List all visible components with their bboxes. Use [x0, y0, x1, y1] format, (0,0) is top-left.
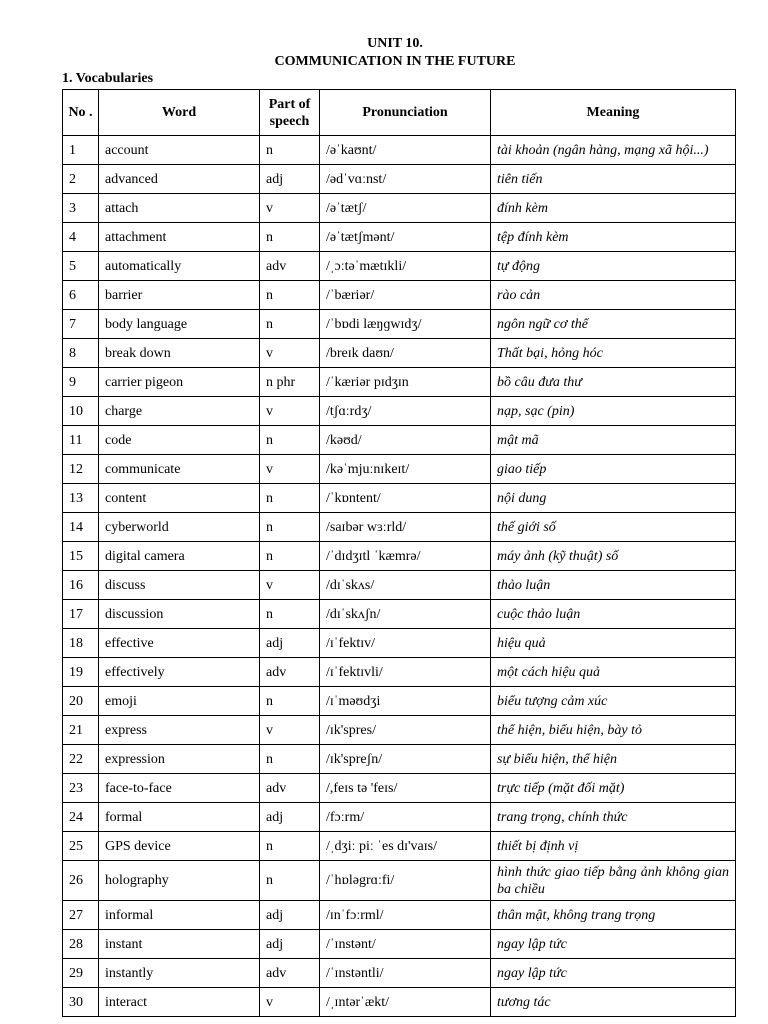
table-row: [63, 397, 736, 426]
table-row: [63, 484, 736, 513]
cell-word: digital camera: [99, 542, 260, 571]
cell-meaning: tự động: [491, 252, 736, 281]
cell-part-of-speech: n: [260, 542, 320, 571]
unit-heading: UNIT 10.: [367, 36, 423, 51]
cell-pronunciation: /,feɪs tə 'feɪs/: [320, 774, 491, 803]
cell-part-of-speech: v: [260, 397, 320, 426]
cell-meaning: tiên tiến: [491, 165, 736, 194]
cell-word: expression: [99, 745, 260, 774]
cell-meaning: đính kèm: [491, 194, 736, 223]
cell-word: informal: [99, 901, 260, 930]
cell-meaning: tệp đính kèm: [491, 223, 736, 252]
table-row: [63, 600, 736, 629]
cell-pronunciation: /ɪˈfektɪv/: [320, 629, 491, 658]
table-row: [63, 658, 736, 687]
table-row: [63, 832, 736, 861]
cell-no: 24: [63, 803, 99, 832]
cell-part-of-speech: v: [260, 194, 320, 223]
cell-part-of-speech: n: [260, 484, 320, 513]
cell-no: 2: [63, 165, 99, 194]
table-row: [63, 803, 736, 832]
cell-meaning: thiết bị định vị: [491, 832, 736, 861]
cell-meaning: nội dung: [491, 484, 736, 513]
cell-pronunciation: /ɪˈməʊdʒi: [320, 687, 491, 716]
cell-word: emoji: [99, 687, 260, 716]
cell-no: 19: [63, 658, 99, 687]
cell-meaning: tương tác: [491, 988, 736, 1017]
cell-meaning: thảo luận: [491, 571, 736, 600]
cell-pronunciation: /ɪnˈfɔːrml/: [320, 901, 491, 930]
cell-word: communicate: [99, 455, 260, 484]
cell-part-of-speech: v: [260, 455, 320, 484]
vocabulary-table-body: [63, 136, 736, 1017]
cell-pronunciation: /ˈkæriər pɪdʒɪn: [320, 368, 491, 397]
cell-word: cyberworld: [99, 513, 260, 542]
cell-no: 17: [63, 600, 99, 629]
table-row: [63, 774, 736, 803]
cell-no: 18: [63, 629, 99, 658]
header-meaning: Meaning: [491, 90, 736, 136]
cell-word: attach: [99, 194, 260, 223]
table-row: [63, 716, 736, 745]
cell-meaning: nạp, sạc (pin): [491, 397, 736, 426]
table-row: [63, 861, 736, 901]
cell-no: 7: [63, 310, 99, 339]
cell-part-of-speech: adj: [260, 803, 320, 832]
cell-meaning: ngay lập tức: [491, 959, 736, 988]
cell-word: body language: [99, 310, 260, 339]
cell-part-of-speech: adj: [260, 930, 320, 959]
cell-pronunciation: /əˈtætʃ/: [320, 194, 491, 223]
cell-meaning: ngôn ngữ cơ thể: [491, 310, 736, 339]
cell-no: 8: [63, 339, 99, 368]
cell-pronunciation: /kəˈmjuːnɪkeɪt/: [320, 455, 491, 484]
cell-pronunciation: /tʃɑːrdʒ/: [320, 397, 491, 426]
cell-pronunciation: /ˈbɒdi læŋɡwɪdʒ/: [320, 310, 491, 339]
cell-meaning: Thất bại, hỏng hóc: [491, 339, 736, 368]
cell-part-of-speech: n: [260, 513, 320, 542]
table-row: [63, 310, 736, 339]
cell-word: GPS device: [99, 832, 260, 861]
cell-pronunciation: /fɔːrm/: [320, 803, 491, 832]
cell-pronunciation: /ˌdʒiː piː ˈes dɪ'vaɪs/: [320, 832, 491, 861]
cell-no: 22: [63, 745, 99, 774]
cell-word: automatically: [99, 252, 260, 281]
cell-no: 6: [63, 281, 99, 310]
cell-meaning: ngay lập tức: [491, 930, 736, 959]
cell-part-of-speech: v: [260, 571, 320, 600]
cell-no: 5: [63, 252, 99, 281]
cell-meaning: trực tiếp (mặt đối mặt): [491, 774, 736, 803]
cell-part-of-speech: adj: [260, 629, 320, 658]
cell-word: face-to-face: [99, 774, 260, 803]
cell-word: advanced: [99, 165, 260, 194]
cell-part-of-speech: n: [260, 426, 320, 455]
cell-part-of-speech: adj: [260, 165, 320, 194]
cell-part-of-speech: n phr: [260, 368, 320, 397]
cell-pronunciation: /ɪk'spres/: [320, 716, 491, 745]
cell-pronunciation: /ədˈvɑːnst/: [320, 165, 491, 194]
cell-no: 16: [63, 571, 99, 600]
cell-no: 3: [63, 194, 99, 223]
section-heading: 1. Vocabularies: [62, 71, 154, 86]
cell-part-of-speech: n: [260, 223, 320, 252]
cell-meaning: thân mật, không trang trọng: [491, 901, 736, 930]
cell-no: 10: [63, 397, 99, 426]
table-row: [63, 988, 736, 1017]
cell-word: charge: [99, 397, 260, 426]
cell-meaning: một cách hiệu quả: [491, 658, 736, 687]
cell-pronunciation: /ˈbæriər/: [320, 281, 491, 310]
cell-word: holography: [99, 861, 260, 901]
table-row: [63, 426, 736, 455]
cell-no: 9: [63, 368, 99, 397]
table-row: [63, 930, 736, 959]
table-row: [63, 194, 736, 223]
cell-meaning: trang trọng, chính thức: [491, 803, 736, 832]
cell-pronunciation: /dɪˈskʌs/: [320, 571, 491, 600]
cell-meaning: giao tiếp: [491, 455, 736, 484]
cell-meaning: tài khoản (ngân hàng, mạng xã hội...): [491, 136, 736, 165]
cell-part-of-speech: n: [260, 281, 320, 310]
cell-no: 15: [63, 542, 99, 571]
table-row: [63, 339, 736, 368]
cell-part-of-speech: adv: [260, 959, 320, 988]
cell-pronunciation: /ɪk'spreʃn/: [320, 745, 491, 774]
cell-part-of-speech: n: [260, 745, 320, 774]
cell-meaning: máy ảnh (kỹ thuật) số: [491, 542, 736, 571]
cell-no: 11: [63, 426, 99, 455]
table-row: [63, 368, 736, 397]
cell-pronunciation: /ˈdɪdʒɪtl ˈkæmrə/: [320, 542, 491, 571]
cell-no: 28: [63, 930, 99, 959]
cell-part-of-speech: adv: [260, 658, 320, 687]
cell-no: 4: [63, 223, 99, 252]
cell-part-of-speech: n: [260, 861, 320, 901]
cell-word: instantly: [99, 959, 260, 988]
cell-pronunciation: /əˈkaʊnt/: [320, 136, 491, 165]
cell-no: 29: [63, 959, 99, 988]
cell-pronunciation: /ˈkɒntent/: [320, 484, 491, 513]
cell-part-of-speech: n: [260, 600, 320, 629]
cell-pronunciation: /ɪˈfektɪvli/: [320, 658, 491, 687]
header-pronunciation: Pronunciation: [320, 90, 491, 136]
cell-no: 30: [63, 988, 99, 1017]
table-row: [63, 455, 736, 484]
cell-word: interact: [99, 988, 260, 1017]
cell-pronunciation: /ˈɪnstəntli/: [320, 959, 491, 988]
cell-word: barrier: [99, 281, 260, 310]
table-row: [63, 165, 736, 194]
cell-word: express: [99, 716, 260, 745]
table-header-row: [63, 90, 736, 136]
cell-meaning: biểu tượng cảm xúc: [491, 687, 736, 716]
cell-meaning: rào cản: [491, 281, 736, 310]
cell-word: account: [99, 136, 260, 165]
table-row: [63, 745, 736, 774]
cell-pronunciation: /kəʊd/: [320, 426, 491, 455]
cell-meaning: bồ câu đưa thư: [491, 368, 736, 397]
cell-no: 25: [63, 832, 99, 861]
table-row: [63, 513, 736, 542]
cell-meaning: thế giới số: [491, 513, 736, 542]
table-row: [63, 281, 736, 310]
cell-pronunciation: /ˌɔːtəˈmætɪkli/: [320, 252, 491, 281]
header-part-of-speech: Part of speech: [260, 90, 320, 136]
cell-part-of-speech: adv: [260, 774, 320, 803]
table-row: [63, 571, 736, 600]
table-row: [63, 252, 736, 281]
cell-no: 26: [63, 861, 99, 901]
cell-part-of-speech: n: [260, 136, 320, 165]
cell-part-of-speech: n: [260, 832, 320, 861]
cell-pronunciation: /ˈhɒləgrɑːfi/: [320, 861, 491, 901]
cell-word: code: [99, 426, 260, 455]
cell-word: discuss: [99, 571, 260, 600]
cell-no: 1: [63, 136, 99, 165]
table-row: [63, 223, 736, 252]
cell-meaning: hình thức giao tiếp bằng ảnh không gian ba chiều: [491, 861, 736, 901]
cell-word: attachment: [99, 223, 260, 252]
cell-part-of-speech: v: [260, 988, 320, 1017]
header-no: No .: [63, 90, 99, 136]
cell-no: 21: [63, 716, 99, 745]
cell-word: effectively: [99, 658, 260, 687]
cell-no: 12: [63, 455, 99, 484]
cell-pronunciation: /ˈɪnstənt/: [320, 930, 491, 959]
cell-meaning: thể hiện, biểu hiện, bày tỏ: [491, 716, 736, 745]
cell-part-of-speech: n: [260, 687, 320, 716]
cell-part-of-speech: v: [260, 716, 320, 745]
table-row: [63, 687, 736, 716]
unit-title: COMMUNICATION IN THE FUTURE: [274, 54, 516, 69]
cell-pronunciation: /dɪˈskʌʃn/: [320, 600, 491, 629]
cell-part-of-speech: v: [260, 339, 320, 368]
table-row: [63, 901, 736, 930]
table-row: [63, 542, 736, 571]
cell-word: discussion: [99, 600, 260, 629]
cell-pronunciation: /breɪk daʊn/: [320, 339, 491, 368]
header-word: Word: [99, 90, 260, 136]
cell-no: 14: [63, 513, 99, 542]
cell-part-of-speech: adv: [260, 252, 320, 281]
cell-meaning: hiệu quả: [491, 629, 736, 658]
cell-no: 23: [63, 774, 99, 803]
cell-no: 13: [63, 484, 99, 513]
cell-pronunciation: /saɪbər wɜːrld/: [320, 513, 491, 542]
cell-word: content: [99, 484, 260, 513]
cell-meaning: sự biểu hiện, thể hiện: [491, 745, 736, 774]
cell-part-of-speech: adj: [260, 901, 320, 930]
cell-word: effective: [99, 629, 260, 658]
cell-part-of-speech: n: [260, 310, 320, 339]
cell-pronunciation: /ˌɪntərˈækt/: [320, 988, 491, 1017]
cell-word: break down: [99, 339, 260, 368]
cell-word: carrier pigeon: [99, 368, 260, 397]
cell-word: instant: [99, 930, 260, 959]
cell-word: formal: [99, 803, 260, 832]
cell-meaning: cuộc thảo luận: [491, 600, 736, 629]
cell-meaning: mật mã: [491, 426, 736, 455]
cell-pronunciation: /əˈtætʃmənt/: [320, 223, 491, 252]
vocabulary-table: [62, 89, 736, 1017]
table-row: [63, 959, 736, 988]
table-row: [63, 629, 736, 658]
cell-no: 20: [63, 687, 99, 716]
cell-no: 27: [63, 901, 99, 930]
table-row: [63, 136, 736, 165]
